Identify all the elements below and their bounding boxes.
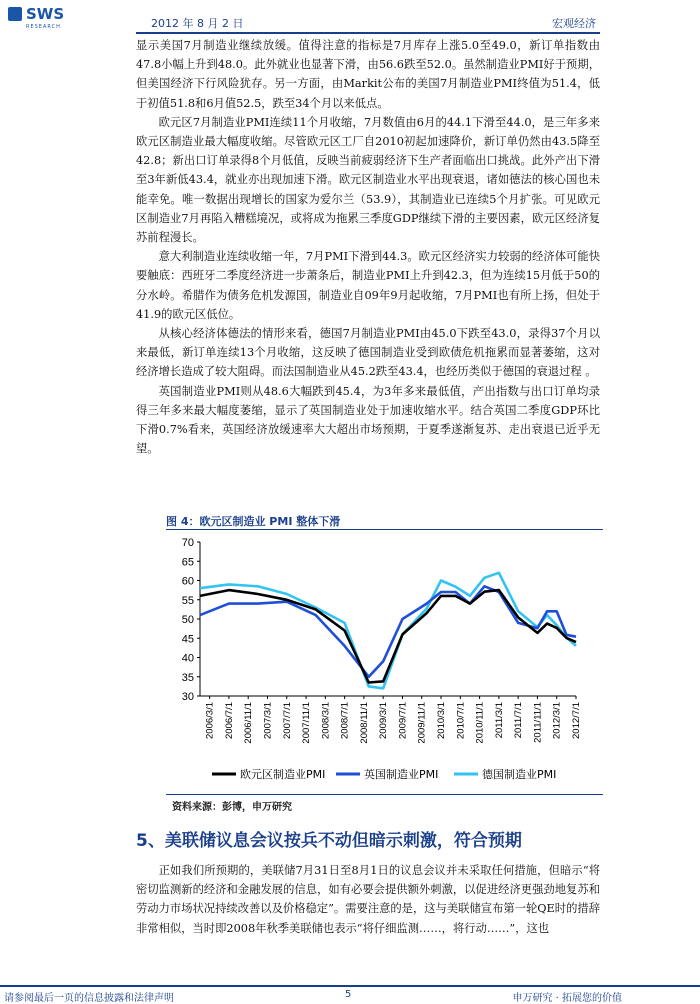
x-tick-label: 2010/11/1: [474, 702, 486, 744]
y-tick-label: 60: [181, 575, 194, 588]
x-tick-label: 2011/3/1: [493, 702, 505, 739]
y-tick-label: 65: [181, 556, 194, 569]
x-tick-label: 2006/11/1: [243, 702, 255, 744]
section5-text: [136, 861, 600, 938]
logo-text: SWS: [26, 5, 65, 23]
x-tick-label: 2009/3/1: [378, 702, 390, 739]
paragraph-us: 显示美国7月制造业继续放缓。值得注意的指标是7月库存上涨5.0至49.0，新订单指数由47.8小幅上升到48.0。此外就业也显著下滑，由56.6跌至52.0。虽然制造业PMI好于预期，但美国经济下行风险犹存。另一方面，由Markit公布的美国7月制造业PMI终值为51.4，低于初值51.8和6月值52.5，跌至34个月以来低点。: [136, 39, 600, 110]
header-date: 2012 年 8 月 2 日: [151, 17, 244, 30]
x-tick-label: 2007/7/1: [281, 702, 293, 739]
x-tick-label: 2006/7/1: [223, 702, 235, 739]
pmi-line-chart: [166, 530, 603, 792]
header-divider: [136, 32, 600, 34]
x-tick-label: 2011/11/1: [532, 702, 544, 743]
sws-logo: [8, 5, 70, 39]
y-tick-label: 40: [181, 652, 194, 665]
paragraph-fed: 正如我们所预期的，美联储7月31日至8月1日的议息会议并未采取任何措施，但暗示“将密切监测新的经济和金融发展的信息，如有必要会提供额外刺激，以促进经济更强劲地复苏和劳动力市场状况持续改善以及价格稳定”。需要注意的是，这与美联储宣布第一轮QE时的措辞非常相似，当时即2008年秋季美联储也表示“将仔细监测……，将行动……”，这也: [136, 864, 600, 935]
paragraph-italy-spain: 意大利制造业连续收缩一年，7月PMI下滑到44.3。欧元区经济实力较弱的经济体可能快要触底：西班牙二季度经济进一步萧条后，制造业PMI上升到42.3，但为连续15月低于50的分水岭。希腊作为债务危机发源国，制造业自09年9月起收缩，7月PMI也有所上扬，但处于41.9的欧元区低位。: [136, 250, 600, 321]
page-number: 5: [345, 989, 352, 1000]
footer-disclaimer-link[interactable]: 请参阅最后一页的信息披露和法律声明: [4, 993, 174, 1004]
figure-bottom-rule: [166, 794, 603, 795]
paragraph-uk: 英国制造业PMI则从48.6大幅跌到45.4，为3年多来最低值，产出指数与出口订单均录得三年多来最大幅度萎缩，显示了英国制造业处于加速收缩水平。结合英国二季度GDP环比下滑0.7%看来，英国经济放缓速率大大超出市场预期，于夏季遂渐复苏、走出衰退已近乎无望。: [136, 384, 600, 456]
x-tick-label: 2009/7/1: [397, 702, 409, 739]
x-tick-label: 2012/3/1: [551, 702, 563, 739]
x-tick-label: 2009/11/1: [416, 702, 428, 744]
series-line-1: [200, 586, 576, 677]
footer-slogan: 申万研究 · 拓展您的价值: [512, 993, 622, 1004]
body-text-block: [136, 36, 600, 458]
paragraph-eurozone: 欧元区7月制造业PMI连续11个月收缩，7月数值由6月的44.1下滑至44.0，是三年多来欧元区制造业最大幅度收缩。尽管欧元区工厂自2010初起加速降价，新订单仍然由43.5降至42.8；新出口订单录得8个月低值，反映当前疲弱经济下生产者面临出口挑战。此外产出下滑至3年新低43.4，就业亦出现加速下滑。欧元区制造业水平出现衰退，诸如德法的核心国也未能幸免。唯一数据出现增长的国家为爱尔兰（53.9），其制造业已连续5个月扩张。可见欧元区制造业7月再陷入糟糕境况，或将成为拖累三季度GDP继续下滑的主要因素，欧元区经济复苏前程漫长。: [136, 115, 600, 245]
section-heading: 5、美联储议息会议按兵不动但暗示刺激，符合预期: [136, 831, 522, 851]
x-tick-label: 2010/7/1: [455, 702, 467, 739]
logo-mark-icon: [8, 7, 22, 21]
x-tick-label: 2008/11/1: [358, 702, 370, 744]
paragraph-germany-france: 从核心经济体德法的情形来看，德国7月制造业PMI由45.0下跌至43.0，录得37个月以来最低，新订单连续13个月收缩，这反映了德国制造业受到欧债危机拖累而显著萎缩，这对经济增长造成了较大阻碍。而法国制造业从45.2跌至43.4，也经历类似于德国的衰退过程 。: [136, 327, 600, 379]
y-tick-label: 55: [181, 594, 194, 607]
x-tick-label: 2006/3/1: [204, 702, 216, 739]
logo-subtext: RESEARCH: [26, 24, 61, 30]
header-section: 宏观经济: [552, 17, 596, 30]
x-tick-label: 2007/11/1: [301, 702, 313, 744]
y-tick-label: 35: [181, 671, 194, 684]
y-tick-label: 50: [181, 614, 194, 626]
x-tick-label: 2007/3/1: [262, 702, 274, 739]
footer-divider: [0, 985, 700, 987]
x-tick-label: 2008/3/1: [320, 702, 332, 739]
x-tick-label: 2011/7/1: [513, 702, 525, 739]
legend-label-1: 英国制造业PMI: [364, 768, 439, 781]
y-tick-label: 30: [181, 691, 194, 703]
y-tick-label: 45: [181, 633, 194, 646]
figure-source: 资料来源：彭博，申万研究: [172, 802, 292, 813]
x-tick-label: 2012/7/1: [571, 702, 582, 739]
y-tick-label: 70: [181, 537, 194, 549]
x-tick-label: 2010/3/1: [436, 702, 448, 739]
legend-label-0: 欧元区制造业PMI: [240, 768, 326, 781]
figure-title: 图 4：欧元区制造业 PMI 整体下滑: [166, 515, 341, 528]
x-tick-label: 2008/7/1: [339, 702, 351, 739]
legend-label-2: 德国制造业PMI: [482, 768, 557, 781]
